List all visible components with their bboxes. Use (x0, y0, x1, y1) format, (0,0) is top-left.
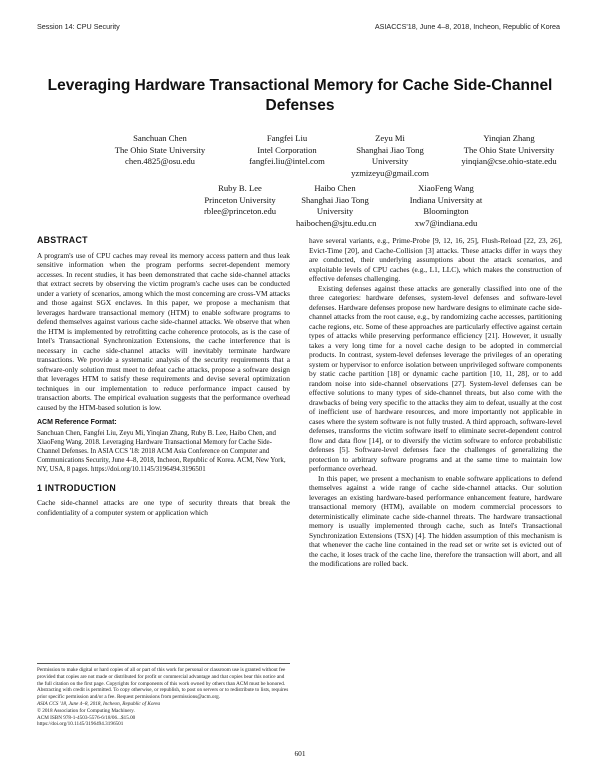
author-block (227, 133, 347, 168)
author-affiliation: Intel Corporation (257, 144, 317, 155)
introduction-text-left: Cache side-channel attacks are one type of security threats that break the confidentiality of a computer system or application which (37, 498, 290, 517)
author-affiliation: Shanghai Jiao Tong University (301, 194, 369, 216)
author-name: XiaoFeng Wang (418, 183, 474, 193)
author-name: Haibo Chen (314, 183, 356, 193)
author-block (190, 183, 290, 218)
author-email[interactable]: yzmizeyu@gmail.com (351, 167, 429, 178)
author-block (100, 133, 220, 168)
permission-venue: ASIA CCS '18, June 4–8, 2018, Incheon, Republic of Korea (37, 700, 161, 707)
permission-copyright: © 2018 Association for Computing Machinery. (37, 707, 135, 714)
author-email[interactable]: chen.4825@osu.edu (125, 156, 195, 166)
author-name: Yinqian Zhang (483, 133, 535, 143)
author-affiliation: The Ohio State University (114, 144, 206, 155)
author-email[interactable]: xw7@indiana.edu (414, 217, 478, 228)
introduction-paragraph: Existing defenses against these attacks are generally classified into one of the three categories: hardware defenses, system-level defenses and software-level defenses. Hardware defenses propose new hardware designs to eliminate cache side-channel attacks from the root cause, e.g., by randomizing cache accesses, partitioning cache regions, etc. Some of these approaches are particularly effective against certain types of attacks while preserving performance efficiency [21]. However, it usually takes a very long time for a novel cache design to be adopted in commercial products. In contrast, system-level defenses leverage the privileges of an operating system or hypervisor to enforce isolation between unprivileged software components by static cache partition [18] or dynamic cache partition [10, 11, 28], or to add random noise into side-channel observations [27]. System-level defenses can be effective solutions to many types of side-channel threats, but also come with the drawbacks of being very specific to the attacks they aim to defeat, usually at the cost of inefficient use of hardware resources, and more importantly not applicable in cases where the system software is not fully trusted. A third approach, software-level defenses, transforms the victim software itself to eliminate secret-dependent control flow and data flow [14], or to diversify the victim software to enforce probabilistic defenses [5]. Software-level defenses face the challenges of generalizing the protection to arbitrary software programs and at the same time to maintain low performance overhead. (309, 283, 562, 473)
introduction-paragraph: In this paper, we present a mechanism to enable software applications to defend themselves against a wide range of cache side-channel attacks. Our solution leverages an existing hardware-based performance enhancement feature, hardware transactional memory (HTM), available on modern commercial processors to deterministically eliminate cache side-channel threats. The hardware transactional memory is usually implemented through cache, such as Intel's Transactional Synchronization Extensions (TSX) [4]. The hidden assumption of this mechanism is that whenever the cache line contained in the read set or write set is evicted out of the cache, it loses track of the cache line, therefore the transaction will abort, and all the modifications are rolled back. (309, 473, 562, 568)
author-email[interactable]: rblee@princeton.edu (203, 206, 277, 216)
author-block (390, 183, 502, 229)
author-affiliation: Shanghai Jiao Tong University (356, 144, 424, 166)
author-name: Ruby B. Lee (218, 183, 262, 193)
running-header-left: Session 14: CPU Security (37, 22, 120, 31)
abstract-text: A program's use of CPU caches may reveal its memory access pattern and thus leak sensitive information when the program performs secret-dependent memory accesses. In recent studies, it has been demonstrated that cache side-channel attacks that extract secrets by observing the victim program's cache uses can be conducted under a variety of scenarios, among which the most concerning are cross-VM attacks and those against SGX enclaves. In this paper, we propose a mechanism that leverages hardware transactional memory (HTM) to enable software programs to defend themselves against various cache side-channel attacks. We observe that when the HTM is implemented by retrofitting cache coherence protocols, as is the case of Intel's Transactional Synchronization Extensions, the cache interference that is necessary in cache side-channel attacks will inevitably terminate hardware transactions. We provide a systematic analysis of the security requirements that a software-only solution must meet to defeat cache attacks, propose a software design that leverages HTM to satisfy these requirements and devise several optimization techniques in our implementation to reduce performance impact caused by transaction aborts. The empirical evaluation suggests that the performance overhead caused by the HTM-based solution is low. (37, 250, 290, 412)
author-email[interactable]: yinqian@cse.ohio-state.edu (461, 156, 557, 166)
permission-footnote (37, 663, 290, 728)
running-header-right: ASIACCS'18, June 4–8, 2018, Incheon, Republic of Korea (374, 22, 560, 31)
permission-isbn: ACM ISBN 978-1-4503-5576-6/18/06...$15.00 (37, 714, 136, 721)
author-affiliation: Indiana University at Bloomington (409, 194, 483, 216)
acm-reference-heading: ACM Reference Format: (37, 419, 117, 426)
author-block (296, 183, 377, 229)
author-block (450, 133, 568, 168)
introduction-paragraph: have several variants, e.g., Prime-Probe [9, 12, 16, 25], Flush-Reload [22, 23, 26], Evict-Time [20], and Cache-Collision [3] attacks. These attacks differ in ways they are conducted, their underlying assumptions about the attack scenarios, and exploitable levels of CPU caches (e.g., L1, LLC), which makes the construction of effective defenses challenging. (309, 236, 562, 283)
acm-reference-text: Sanchuan Chen, Fangfei Liu, Zeyu Mi, Yinqian Zhang, Ruby B. Lee, Haibo Chen, and XiaoFeng Wang. 2018. Leveraging Hardware Transactional Memory for Cache Side-Channel Defenses. In ASIA CCS '18: 2018 ACM Asia Conference on Computer and Communications Security, June 4–8, 2018, Incheon, Republic of Korea. ACM, New York, NY, USA, 8 pages. https://doi.org/10.1145/3196494.3196501 (37, 429, 286, 473)
page-number: 601 (294, 749, 306, 758)
left-column (37, 236, 290, 517)
author-block (344, 133, 436, 179)
author-name: Sanchuan Chen (133, 133, 187, 143)
author-name: Fangfei Liu (266, 133, 308, 143)
author-email[interactable]: haibochen@sjtu.edu.cn (296, 217, 377, 228)
paper-title: Leveraging Hardware Transactional Memory for Cache Side-Channel Defenses (47, 77, 553, 114)
introduction-heading: 1 INTRODUCTION (37, 482, 116, 493)
author-name: Zeyu Mi (375, 133, 405, 143)
right-column (309, 236, 562, 569)
permission-text: Permission to make digital or hard copies of all or part of this work for personal or classroom use is granted without fee provided that copies are not made or distributed for profit or commercial advantage and that copies bear this notice and the full citation on the first page. Copyrights for components of this work owned by others than ACM must be honored. Abstracting with credit is permitted. To copy otherwise, or republish, to post on servers or to redistribute to lists, requires prior specific permission and/or a fee. Request permissions from permissions@acm.org. (37, 667, 289, 701)
abstract-heading: ABSTRACT (37, 235, 88, 245)
author-affiliation: The Ohio State University (463, 144, 555, 155)
author-email[interactable]: fangfei.liu@intel.com (249, 156, 325, 166)
permission-doi[interactable]: https://doi.org/10.1145/3196494.3196501 (37, 721, 124, 728)
author-affiliation: Princeton University (204, 194, 276, 205)
